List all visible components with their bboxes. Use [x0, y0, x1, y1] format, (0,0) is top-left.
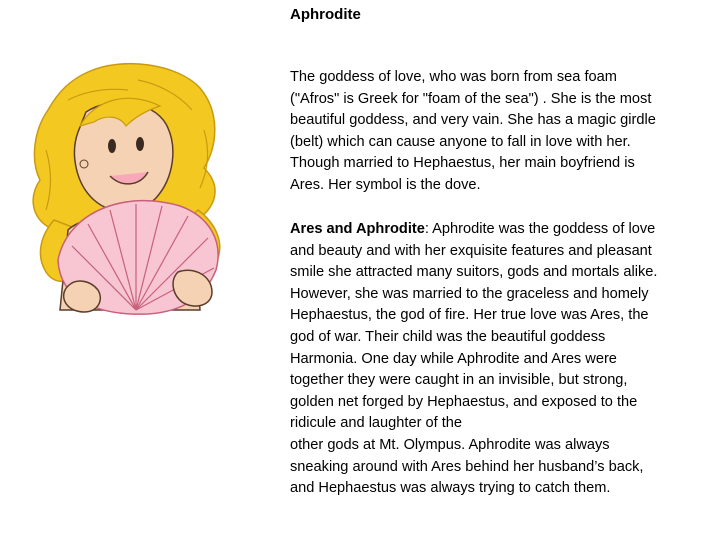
text-line: beautiful goddess, and very vain. She has a magic girdle — [290, 112, 656, 129]
text-line: together they were caught in an invisible, but strong, — [290, 372, 628, 389]
text-line: (belt) which can cause anyone to fall in love with her. — [290, 133, 631, 150]
right-eye — [136, 137, 144, 151]
text-line: god of war. Their child was the beautiful goddess — [290, 328, 606, 345]
ear-ring — [80, 160, 88, 168]
ares-and-aphrodite-paragraph — [290, 219, 715, 500]
text-line: ("Afros" is Greek for "foam of the sea") . She is the most — [290, 90, 652, 107]
section-heading: Ares and Aphrodite — [290, 221, 425, 237]
text-line: golden net forged by Hephaestus, and exposed to the — [290, 393, 638, 410]
text-line — [290, 219, 715, 241]
aphrodite-illustration — [28, 60, 230, 320]
left-eye — [108, 139, 116, 153]
text-line: Ares. Her symbol is the dove. — [290, 176, 481, 193]
text-line: and Hephaestus was always trying to catch them. — [290, 480, 611, 497]
text-line: Harmonia. One day while Aphrodite and Ares were — [290, 350, 617, 367]
page-title: Aphrodite — [290, 6, 361, 23]
heading-continuation: : Aphrodite was the goddess of love — [424, 221, 656, 237]
text-line: other gods at Mt. Olympus. Aphrodite was always — [290, 436, 610, 453]
text-line: However, she was married to the graceless and homely — [290, 285, 649, 302]
intro-paragraph — [290, 67, 715, 197]
text-line: Though married to Hephaestus, her main boyfriend is — [290, 155, 635, 172]
text-line: Hephaestus, the god of fire. Her true love was Ares, the — [290, 307, 649, 324]
text-line: and beauty and with her exquisite features and pleasant — [290, 242, 652, 259]
text-line: ridicule and laughter of the — [290, 415, 462, 432]
text-line: smile she attracted many suitors, gods and mortals alike. — [290, 264, 658, 281]
text-line: sneaking around with Ares behind her husband’s back, — [290, 458, 644, 475]
text-line: The goddess of love, who was born from sea foam — [290, 69, 617, 85]
